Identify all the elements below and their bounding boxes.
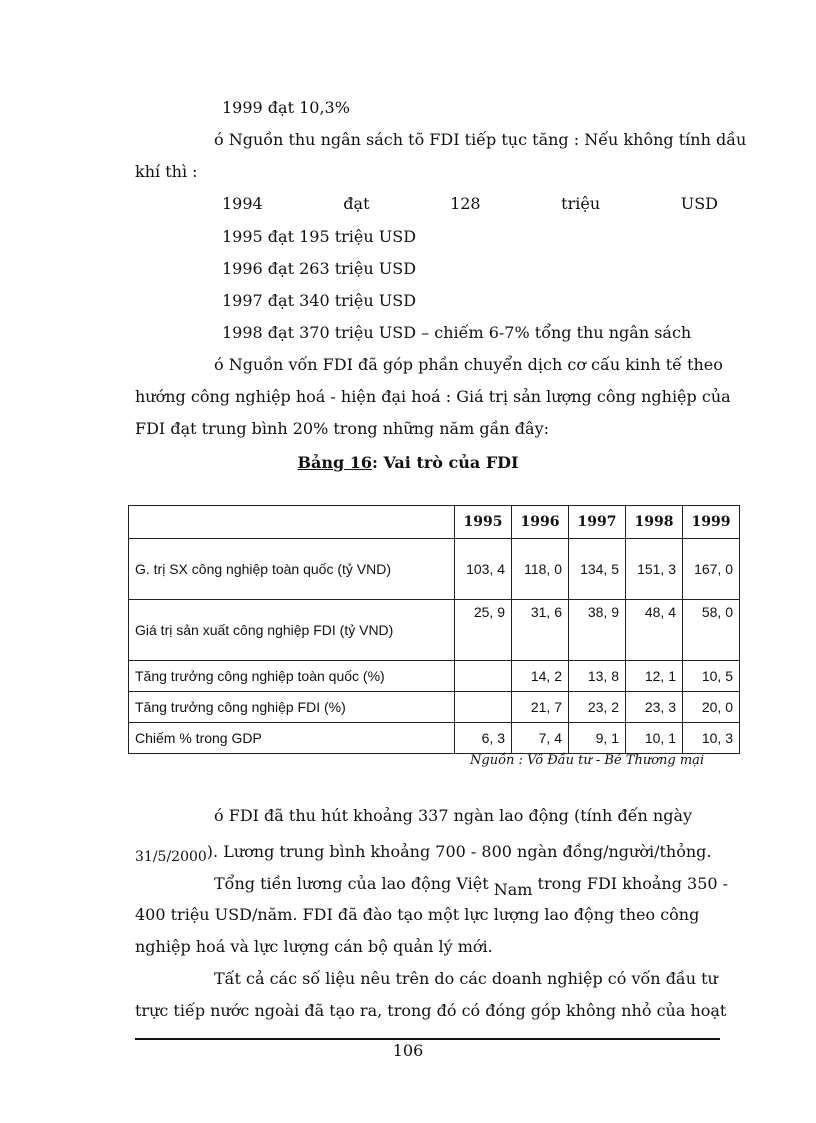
table-cell: 23, 2 — [569, 692, 626, 723]
year-1994-word: 128 — [450, 194, 481, 213]
table-cell: 21, 7 — [512, 692, 569, 723]
table-cell: 10, 3 — [683, 723, 740, 754]
year-1994-word: USD — [680, 194, 718, 213]
table-cell: 103, 4 — [455, 539, 512, 600]
table-header-year: 1999 — [683, 506, 740, 539]
table-cell: 25, 9 — [455, 600, 512, 661]
table-cell: 134, 5 — [569, 539, 626, 600]
labor-post: trong FDI khoảng 350 - — [537, 874, 729, 893]
table-cell: 23, 3 — [626, 692, 683, 723]
table-cell — [455, 661, 512, 692]
labor-paragraph-line5: nghiệp hoá và lực lượng cán bộ quản lý mới. — [135, 937, 493, 956]
table-cell: 151, 3 — [626, 539, 683, 600]
year-1994-word: 1994 — [222, 194, 263, 213]
table-title-rest: : Vai trò của FDI — [372, 453, 519, 472]
table-cell: 167, 0 — [683, 539, 740, 600]
table-row-label: Tăng trưởng công nghiệp toàn quốc (%) — [129, 661, 455, 692]
labor-paragraph-line2 — [135, 842, 711, 863]
budget-paragraph-line1: ó Nguồn thu ngân sách tõ FDI tiếp tục tăng : Nếu không tính dầu — [214, 130, 747, 149]
year-1996-line: 1996 đạt 263 triệu USD — [222, 259, 417, 278]
year-1995-line: 1995 đạt 195 triệu USD — [222, 227, 417, 246]
table-cell: 58, 0 — [683, 600, 740, 661]
structure-paragraph-line1: ó Nguồn vốn FDI đã góp phần chuyển dịch cơ cấu kinh tế theo — [214, 355, 723, 374]
footer-rule — [135, 1038, 720, 1040]
structure-paragraph-line2: hướng công nghiệp hoá - hiện đại hoá : Giá trị sản lượng công nghiệp của — [135, 387, 731, 406]
year-1998-line: 1998 đạt 370 triệu USD – chiếm 6-7% tổng thu ngân sách — [222, 323, 692, 342]
table-cell: 7, 4 — [512, 723, 569, 754]
table-cell: 20, 0 — [683, 692, 740, 723]
year-1994-word: triệu — [561, 194, 601, 213]
year-1997-line: 1997 đạt 340 triệu USD — [222, 291, 417, 310]
table-row-label: G. trị SX công nghiệp toàn quốc (tỷ VND) — [129, 539, 455, 600]
table-cell: 48, 4 — [626, 600, 683, 661]
labor-nam: Nam — [493, 880, 533, 899]
paragraph-1999: 1999 đạt 10,3% — [222, 98, 350, 117]
year-1994-line — [222, 194, 718, 214]
table-row — [129, 600, 740, 661]
table-row — [129, 692, 740, 723]
labor-date: 31/5/2000 — [135, 849, 207, 865]
closing-paragraph-line1: Tất cả các số liệu nêu trên do các doanh nghiệp có vốn đầu tư — [214, 969, 718, 988]
labor-rest: ). Lương trung bình khoảng 700 - 800 ngàn đồng/người/thỏng. — [206, 842, 712, 861]
table-cell: 13, 8 — [569, 661, 626, 692]
table-cell — [455, 692, 512, 723]
labor-pre: Tổng tiền lương của lao động Việt — [214, 874, 489, 893]
budget-paragraph-line2: khí thì : — [135, 162, 198, 181]
table-cell: 9, 1 — [569, 723, 626, 754]
year-1994-word: đạt — [343, 194, 370, 213]
table-title — [0, 453, 816, 472]
table-cell: 38, 9 — [569, 600, 626, 661]
table-title-label: Bảng 16 — [297, 453, 372, 472]
table-cell: 118, 0 — [512, 539, 569, 600]
table-header-year: 1997 — [569, 506, 626, 539]
table-row — [129, 661, 740, 692]
page-number: 106 — [392, 1041, 424, 1060]
table-header-year: 1996 — [512, 506, 569, 539]
table-row — [129, 723, 740, 754]
table-cell: 12, 1 — [626, 661, 683, 692]
table-cell: 10, 1 — [626, 723, 683, 754]
table-header-blank — [129, 506, 455, 539]
table-header-year: 1995 — [455, 506, 512, 539]
table-row-label: Chiếm % trong GDP — [129, 723, 455, 754]
structure-paragraph-line3: FDI đạt trung bình 20% trong những năm gần đây: — [135, 419, 549, 438]
labor-paragraph-line4: 400 triệu USD/năm. FDI đã đào tạo một lực lượng lao động theo công — [135, 905, 700, 924]
table-row-label: Tăng trưởng công nghiệp FDI (%) — [129, 692, 455, 723]
labor-paragraph-line3 — [214, 874, 729, 899]
table-row — [129, 539, 740, 600]
labor-paragraph-line1: ó FDI đã thu hút khoảng 337 ngàn lao động (tính đến ngày — [214, 806, 693, 825]
table-cell: 10, 5 — [683, 661, 740, 692]
table-cell: 6, 3 — [455, 723, 512, 754]
table-source: Nguồn : Vô Đầu tư - Bé Thương mại — [470, 753, 705, 768]
closing-paragraph-line2: trực tiếp nước ngoài đã tạo ra, trong đó có đóng góp không nhỏ của hoạt — [135, 1001, 727, 1020]
table-cell: 14, 2 — [512, 661, 569, 692]
table-cell: 31, 6 — [512, 600, 569, 661]
fdi-role-table — [128, 505, 740, 754]
table-row-label: Giá trị sản xuất công nghiệp FDI (tỷ VND) — [129, 600, 455, 661]
table-header-year: 1998 — [626, 506, 683, 539]
table-header-row — [129, 506, 740, 539]
